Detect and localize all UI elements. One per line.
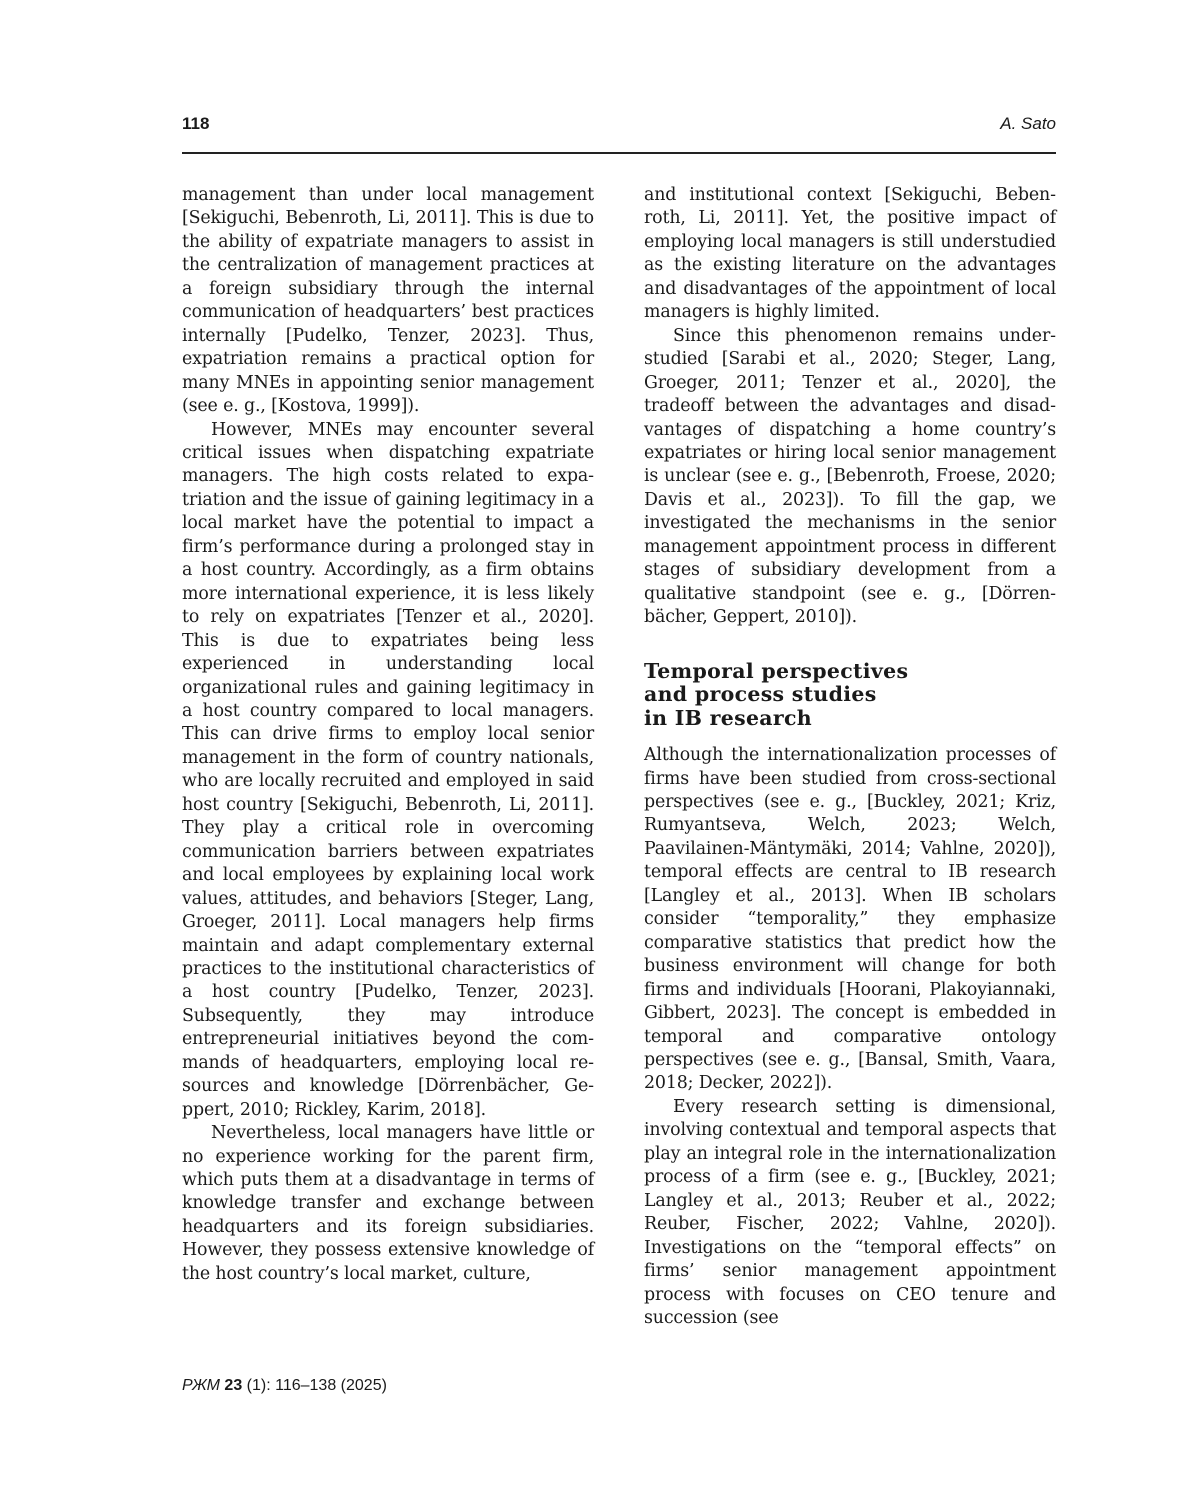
section-heading-line: in IB research [644,705,812,730]
page-number: 118 [182,114,210,133]
running-head [182,112,1056,140]
body-paragraph: Every research setting is dimensional, involving contextual and temporal aspects that play an integral role in the internationalization process of a firm (see e. g., [Buckley, 2021; Langley et al., 2013; Reuber et al., 2022; Reuber, Fischer, 2022; Vahlne, 2020]). Investigations on the “temporal effects” on firms’ senior management appointment process with focuses on CEO tenure and succession (see [644,1096,1056,1328]
journal-issue-pages: (1): 116–138 (2025) [246,1377,387,1394]
body-paragraph: Since this phenomenon remains understudied [Sarabi et al., 2020; Steger, Lang, Groeger, 2011; Tenzer et al., 2020], the tradeoff between the advantages and disadvantages of dispatching a home country’s expatriates or hiring local senior management is unclear (see e. g., [Bebenroth, Froese, 2020; Davis et al., 2023]). To fill the gap, we investigated the mechanisms in the senior management appointment process in different stages of subsidiary development from a qualitative standpoint (see e. g., [Dörrenbächer, Geppert, 2010]). [644,325,1056,628]
journal-abbreviation: РЖМ [182,1377,220,1394]
footer-citation [182,1377,387,1395]
right-column [644,184,1056,1330]
section-heading-line: Temporal perspectives [644,658,909,683]
body-paragraph: and institutional context [Sekiguchi, Bebenroth, Li, 2011]. Yet, the positive impact of employing local managers is still understudied as the existing literature on the advantages and disadvantages of the appointment of local managers is highly limited. [644,185,1056,323]
section-heading [644,660,1056,731]
body-paragraph: management than under local management [Sekiguchi, Bebenroth, Li, 2011]. This is due to the ability of expatriate managers to assist in the centralization of management practices at a foreign subsidiary through the internal communication of headquarters’ best practices internally [Pudelko, Tenzer, 2023]. Thus, expatriation remains a practical option for many MNEs in appointing senior management (see e. g., [Kostova, 1999]). [182,185,594,417]
running-head-author: A. Sato [1000,114,1056,133]
body-paragraph: However, MNEs may encounter several critical issues when dispatching expatriate managers. The high costs related to expatriation and the issue of gaining legitimacy in a local market have the potential to impact a firm’s performance during a prolonged stay in a host country. Accordingly, as a firm obtains more international experience, it is less likely to rely on expatriates [Tenzer et al., 2020]. This is due to expatriates being less experienced in understanding local organizational rules and gaining legitimacy in a host country compared to local managers. This can drive firms to employ local senior management in the form of country nationals, who are locally recruited and employed in said host country [Sekiguchi, Bebenroth, Li, 2011]. They play a critical role in overcoming communication barriers between expatriates and local employees by explaining local work values, attitudes, and behaviors [Steger, Lang, Groeger, 2011]. Local managers help firms maintain and adapt complementary external practices to the institutional characteristics of a host country [Pudelko, Tenzer, 2023]. Subsequently, they may introduce entrepreneurial initiatives beyond the commands of headquarters, employing local resources and knowledge [Dörrenbächer, Geppert, 2010; Rickley, Karim, 2018]. [182,419,594,1120]
header-rule [182,152,1056,154]
body-paragraph: Although the internationalization processes of firms have been studied from cross-sectional perspectives (see e. g., [Buckley, 2021; Kriz, Rumyantseva, Welch, 2023; Welch, Paavilainen-Mäntymäki, 2014; Vahlne, 2020]), temporal effects are central to IB research [Langley et al., 2013]. When IB scholars consider “temporality,” they emphasize comparative statistics that predict how the business environment will change for both firms and individuals [Hoorani, Plakoyiannaki, Gibbert, 2023]. The concept is embedded in temporal and comparative ontology perspectives (see e. g., [Bansal, Smith, Vaara, 2018; Decker, 2022]). [644,745,1056,1094]
journal-volume: 23 [224,1377,243,1394]
body-paragraph: Nevertheless, local managers have little or no experience working for the parent firm, which puts them at a disadvantage in terms of knowledge transfer and exchange between headquarters and its foreign subsidiaries. However, they possess extensive knowledge of the host country’s local market, culture, [182,1123,594,1284]
section-heading-line: and process studies [644,682,877,707]
left-column [182,184,594,1286]
